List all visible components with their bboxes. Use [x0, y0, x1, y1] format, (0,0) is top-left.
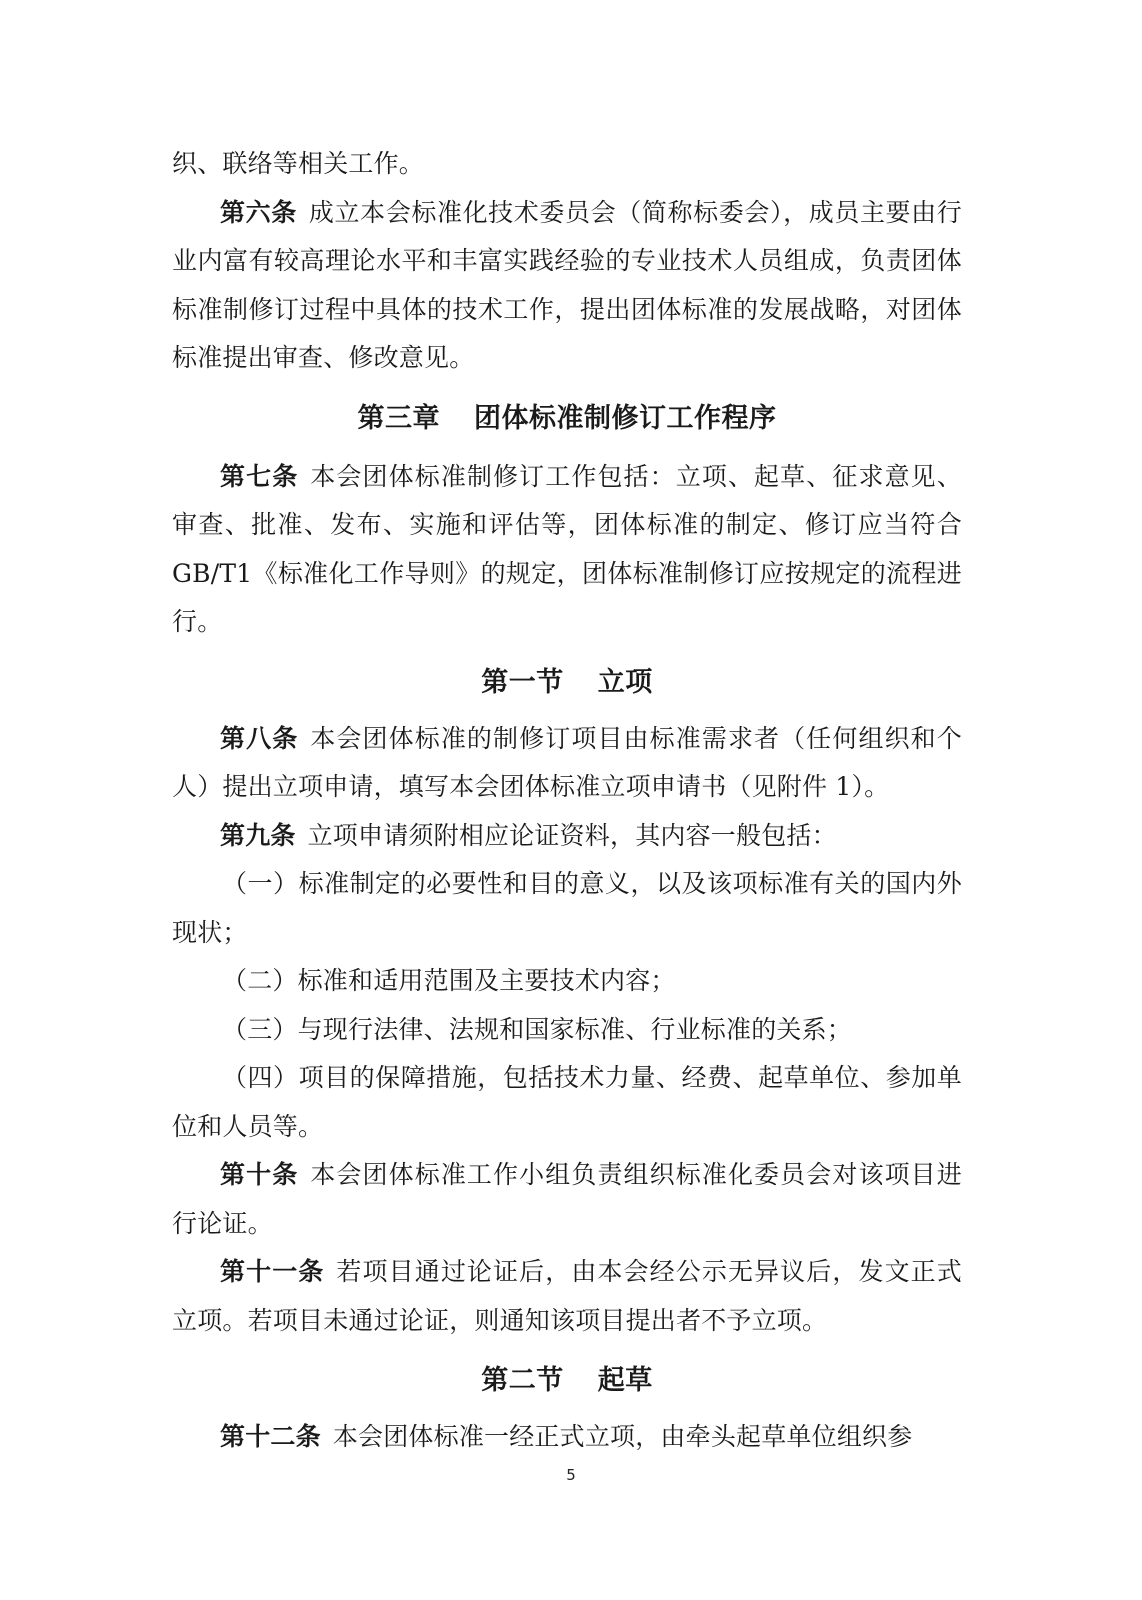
article-text: 成立本会标准化技术委员会（简称标委会），成员主要由行业内富有较高理论水平和丰富实践经验的专业技术人员组成，负责团体标准制修订过程中具体的技术工作，提出团体标准的发展战略，对团体标准提出审查、修改意见。 — [172, 197, 962, 372]
section-number: 第一节 — [481, 666, 564, 698]
page-number: 5 — [566, 1466, 576, 1484]
article-9 — [172, 812, 962, 861]
article-label: 第六条 — [220, 197, 297, 227]
article-text: 本会团体标准一经正式立项，由牵头起草单位组织参 — [332, 1422, 913, 1451]
article-label: 第十条 — [220, 1160, 299, 1189]
article-text: 立项申请须附相应论证资料，其内容一般包括： — [307, 820, 837, 850]
paragraph-continuation: 织、联络等相关工作。 — [172, 149, 425, 178]
article-label: 第十一条 — [220, 1257, 325, 1286]
article-label: 第九条 — [220, 820, 296, 850]
article-text: 若项目通过论证后，由本会经公示无异议后，发文正式立项。若项目未通过论证，则通知该项目提出者不予立项。 — [172, 1257, 962, 1335]
article-text: 本会团体标准制修订工作包括：立项、起草、征求意见、审查、批准、发布、实施和评估等，团体标准的制定、修订应当符合 GB/T1《标准化工作导则》的规定，团体标准制修订应按规定的流程进行。 — [172, 461, 962, 636]
article-12 — [172, 1413, 962, 1462]
list-item: （四）项目的保障措施，包括技术力量、经费、起草单位、参加单位和人员等。 — [172, 1063, 962, 1141]
section-number: 第二节 — [481, 1365, 564, 1396]
article-text: 本会团体标准的制修订项目由标准需求者（任何组织和个人）提出立项申请，填写本会团体标准立项申请书（见附件 1）。 — [172, 723, 962, 801]
article-6 — [172, 189, 962, 383]
article-8 — [172, 715, 962, 812]
document-body — [172, 140, 962, 1462]
list-item: （二）标准和适用范围及主要技术内容； — [222, 966, 676, 995]
list-item: （三）与现行法律、法规和国家标准、行业标准的关系； — [222, 1014, 853, 1044]
article-11 — [172, 1248, 962, 1345]
section-heading — [172, 651, 962, 715]
section-title: 立项 — [597, 666, 653, 698]
section-heading — [172, 1349, 962, 1413]
article-7 — [172, 453, 962, 647]
article-label: 第八条 — [220, 723, 299, 753]
chapter-number: 第三章 — [357, 402, 440, 434]
list-item: （一）标准制定的必要性和目的意义，以及该项标准有关的国内外现状； — [172, 869, 962, 947]
article-10 — [172, 1151, 962, 1248]
article-label: 第十二条 — [220, 1422, 321, 1451]
article-label: 第七条 — [220, 461, 299, 491]
article-text: 本会团体标准工作小组负责组织标准化委员会对该项目进行论证。 — [172, 1160, 962, 1238]
chapter-title: 团体标准制修订工作程序 — [474, 402, 777, 434]
chapter-heading — [172, 385, 962, 453]
section-title: 起草 — [597, 1365, 653, 1396]
